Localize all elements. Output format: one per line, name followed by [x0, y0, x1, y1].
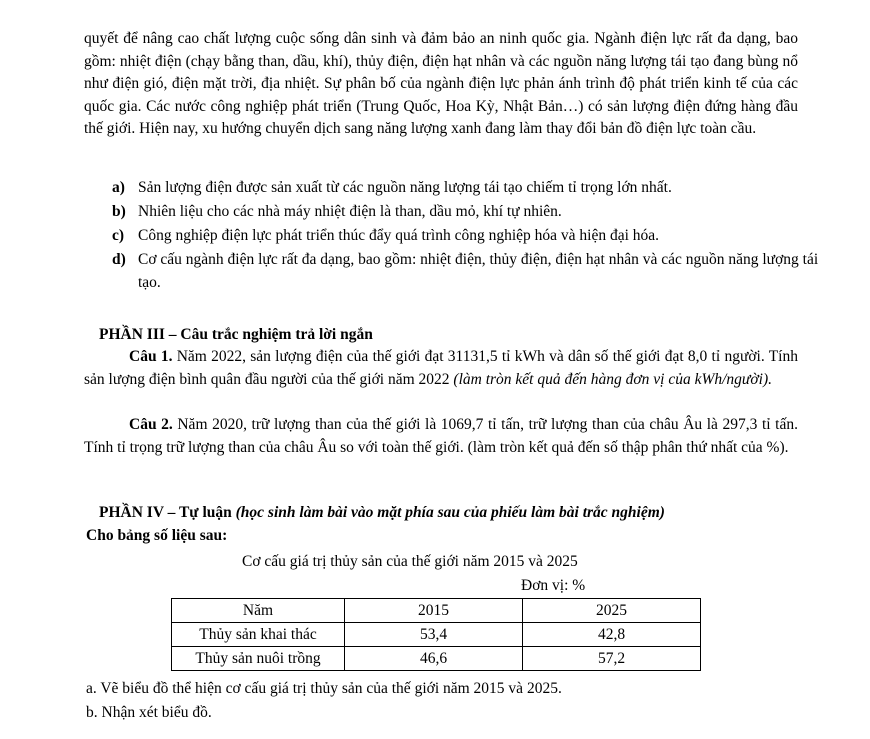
table-cell: 42,8 [523, 623, 701, 647]
task-a: a. Vẽ biểu đồ thể hiện cơ cấu giá trị thủy sản của thế giới năm 2015 và 2025. [86, 680, 562, 697]
question-1-label: Câu 1. [129, 348, 173, 365]
table-cell: 57,2 [523, 647, 701, 671]
table-cell: 46,6 [345, 647, 523, 671]
table-header-cell: 2015 [345, 599, 523, 623]
data-table [171, 598, 701, 671]
option-text: Nhiên liệu cho các nhà máy nhiệt điện là than, dầu mỏ, khí tự nhiên. [138, 203, 562, 220]
option-b [112, 201, 828, 224]
table-cell: 53,4 [345, 623, 523, 647]
table-cell: Thủy sản khai thác [172, 623, 345, 647]
question-2-label: Câu 2. [129, 416, 173, 433]
question-1 [84, 346, 798, 391]
given-data-label: Cho bảng số liệu sau: [86, 527, 228, 544]
table-unit: Đơn vị: % [521, 577, 586, 594]
intro-paragraph: quyết để nâng cao chất lượng cuộc sống dân sinh và đảm bảo an ninh quốc gia. Ngành điện lực rất đa dạng, bao gồm: nhiệt điện (chạy bằng than, dầu, khí), thủy điện, điện hạt nhân và các nguồn năng lượng tái tạo đang bùng nổ như điện gió, điện mặt trời, địa nhiệt. Sự phân bố của ngành điện lực phản ánh trình độ phát triển kinh tế của các quốc gia. Các nước công nghiệp phát triển (Trung Quốc, Hoa Kỳ, Nhật Bản…) có sản lượng điện đứng hàng đầu thế giới. Hiện nay, xu hướng chuyển dịch sang năng lượng xanh đang làm thay đổi bản đồ điện lực toàn cầu. [84, 30, 798, 138]
question-1-text: Năm 2022, sản lượng điện của thế giới đạt 31131,5 tỉ kWh và dân số thế giới đạt 8,0 tỉ người. Tính sản lượng điện bình quân đầu người của thế giới năm 2022 [84, 348, 798, 388]
table-row [172, 647, 701, 671]
option-key: b) [112, 203, 126, 220]
table-row [172, 623, 701, 647]
option-key: a) [112, 179, 125, 196]
option-d [112, 249, 828, 294]
table-title: Cơ cấu giá trị thủy sản của thế giới năm 2015 và 2025 [242, 553, 578, 570]
option-text: Sản lượng điện được sản xuất từ các nguồn năng lượng tái tạo chiếm tỉ trọng lớn nhất. [138, 179, 672, 196]
table-header-row [172, 599, 701, 623]
part4-heading-text: PHẦN IV – Tự luận [99, 504, 236, 521]
question-2 [84, 414, 798, 459]
table-header-cell: 2025 [523, 599, 701, 623]
option-key: c) [112, 227, 125, 244]
table-header-cell: Năm [172, 599, 345, 623]
option-a [112, 177, 828, 200]
option-c [112, 225, 828, 248]
part4-heading-note: (học sinh làm bài vào mặt phía sau của phiếu làm bài trắc nghiệm) [235, 504, 665, 521]
option-key: d) [112, 251, 126, 268]
table-cell: Thủy sản nuôi trồng [172, 647, 345, 671]
part3-heading: PHẦN III – Câu trắc nghiệm trả lời ngắn [99, 326, 373, 343]
task-b: b. Nhận xét biểu đồ. [86, 704, 212, 721]
option-text: Công nghiệp điện lực phát triển thúc đẩy quá trình công nghiệp hóa và hiện đại hóa. [138, 227, 660, 244]
option-text: Cơ cấu ngành điện lực rất đa dạng, bao gồm: nhiệt điện, thủy điện, điện hạt nhân và các nguồn năng lượng tái tạo. [138, 251, 819, 291]
question-2-text: Năm 2020, trữ lượng than của thế giới là 1069,7 tỉ tấn, trữ lượng than của châu Âu là 297,3 tỉ tấn. Tính tỉ trọng trữ lượng than của châu Âu so với toàn thế giới. (làm tròn kết quả đến số thập phân thứ nhất của %). [84, 416, 798, 456]
part4-heading [99, 502, 665, 524]
question-1-note: (làm tròn kết quả đến hàng đơn vị của kWh/người). [453, 370, 772, 388]
